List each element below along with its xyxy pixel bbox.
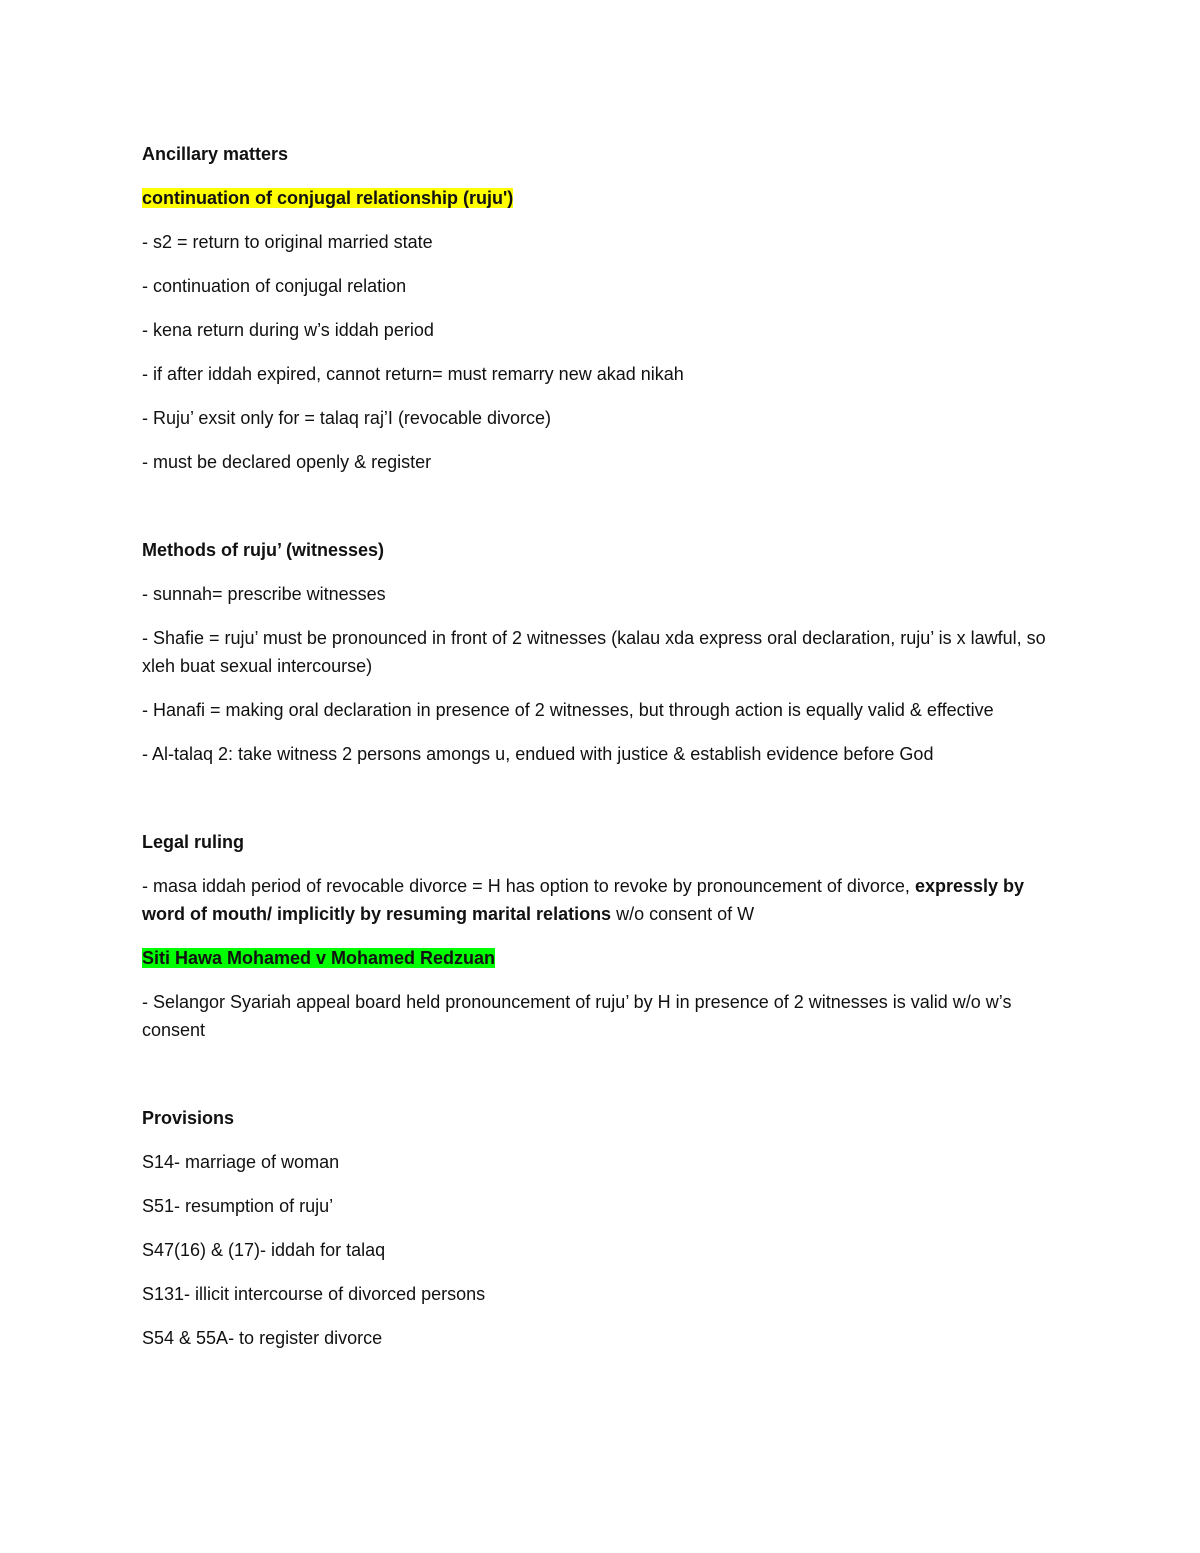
case-note: - Selangor Syariah appeal board held pronouncement of ruju’ by H in presence of 2 witnesses is valid w/o w’s consent: [142, 992, 1012, 1040]
section-heading-provisions: Provisions: [142, 1108, 235, 1128]
yellow-highlight-text: continuation of conjugal relationship (ruju'): [142, 188, 514, 208]
ruling-intro: - masa iddah period of revocable divorce = H has option to revoke by pronouncement of divorce,: [142, 876, 910, 896]
provision-item: S47(16) & (17)- iddah for talaq: [142, 1240, 386, 1260]
ruling-bold: expressly by word of mouth/ implicitly by resuming marital relations: [142, 876, 1025, 924]
bullet-item: - s2 = return to original married state: [142, 232, 433, 252]
green-highlight-case-name: Siti Hawa Mohamed v Mohamed Redzuan: [142, 948, 496, 968]
provision-item: S131- illicit intercourse of divorced persons: [142, 1284, 486, 1304]
document-body: [142, 140, 1062, 1368]
bullet-item: - Al-talaq 2: take witness 2 persons amongs u, endued with justice & establish evidence before God: [142, 744, 934, 764]
bullet-item: - kena return during w’s iddah period: [142, 320, 434, 340]
provision-item: S14- marriage of woman: [142, 1152, 340, 1172]
bullet-item: - Hanafi = making oral declaration in presence of 2 witnesses, but through action is equally valid & effective: [142, 700, 994, 720]
bullet-item: - sunnah= prescribe witnesses: [142, 584, 386, 604]
provision-item: S51- resumption of ruju’: [142, 1196, 334, 1216]
bullet-item: - if after iddah expired, cannot return= must remarry new akad nikah: [142, 364, 684, 384]
section-heading-legal: Legal ruling: [142, 832, 245, 852]
section-heading-methods: Methods of ruju’ (witnesses): [142, 540, 385, 560]
case-name-line: [142, 944, 1062, 972]
bullet-item: - continuation of conjugal relation: [142, 276, 407, 296]
highlighted-subheading: [142, 184, 1062, 212]
section-spacer: [142, 784, 1062, 828]
provision-item: S54 & 55A- to register divorce: [142, 1328, 383, 1348]
bullet-item: - must be declared openly & register: [142, 452, 432, 472]
section-spacer: [142, 1060, 1062, 1104]
bullet-item: - Ruju’ exsit only for = talaq raj’I (revocable divorce): [142, 408, 551, 428]
bullet-item: - Shafie = ruju’ must be pronounced in front of 2 witnesses (kalau xda express oral declaration, ruju’ is x lawful, so xleh buat sexual intercourse): [142, 628, 1046, 676]
ruling-tail: w/o consent of W: [611, 904, 755, 924]
section-spacer: [142, 492, 1062, 536]
ruling-paragraph: [142, 872, 1062, 928]
section-heading-ancillary: Ancillary matters: [142, 144, 289, 164]
